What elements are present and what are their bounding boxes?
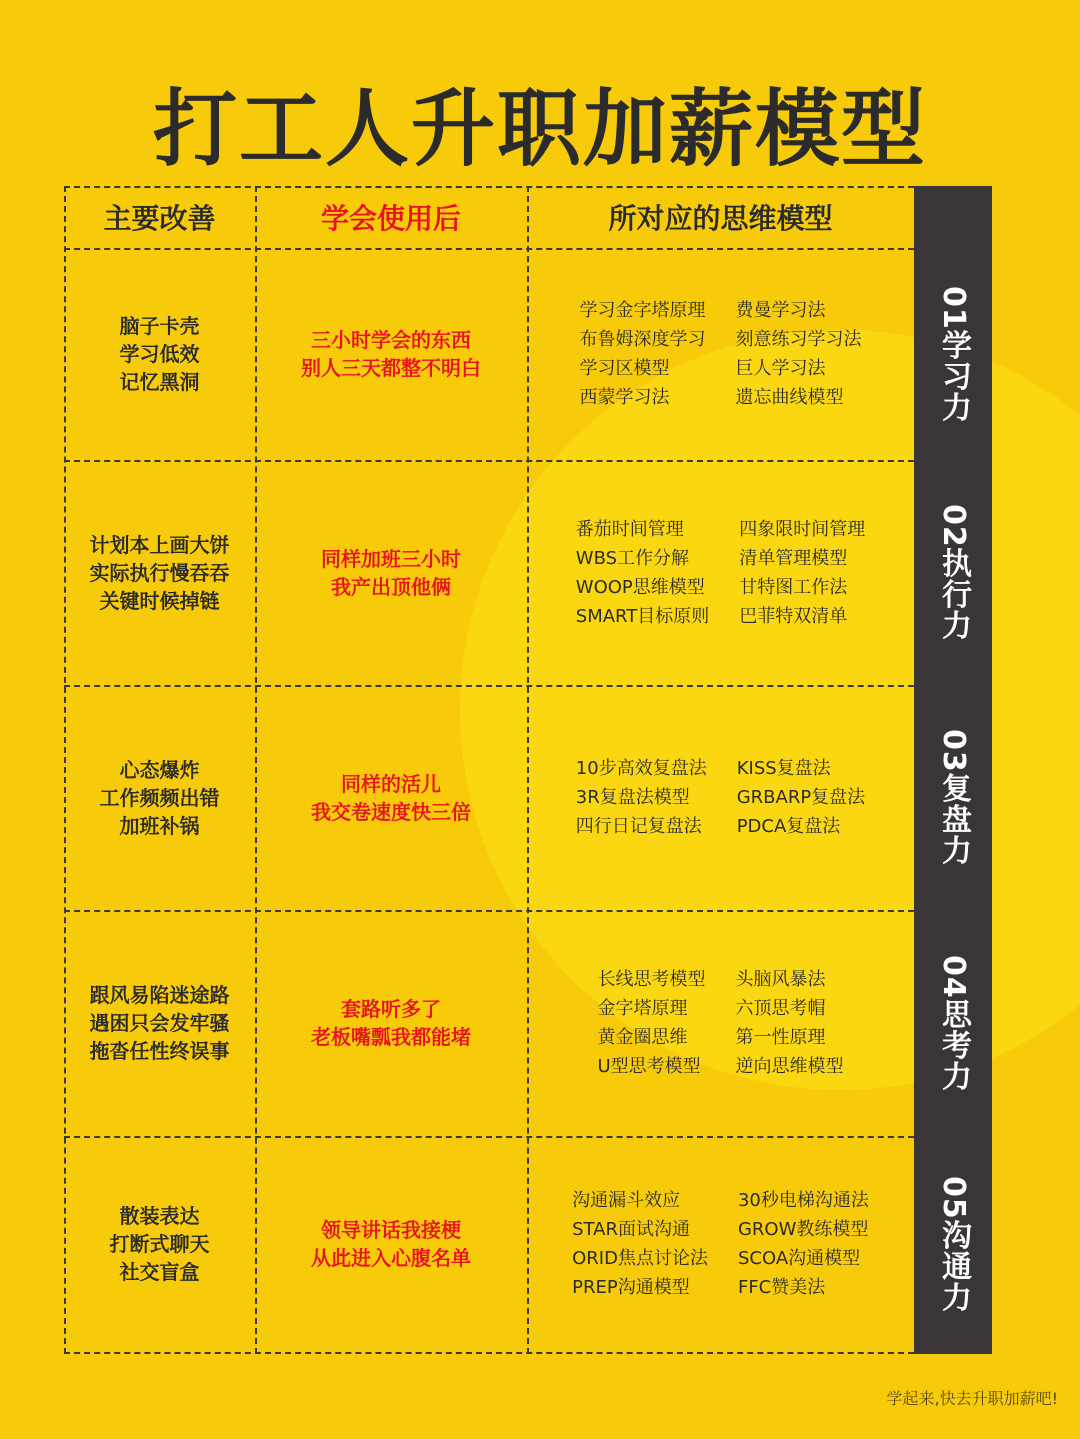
category-label xyxy=(914,910,992,1136)
grid-hline xyxy=(64,186,914,188)
model-item: WBS工作分解 xyxy=(575,547,690,569)
model-item: SCOA沟通模型 xyxy=(737,1248,861,1269)
model-item: 逆向思维模型 xyxy=(735,1056,844,1077)
models-cell xyxy=(527,460,914,685)
improve-cell: 计划本上画大饼 实际执行慢吞吞 关键时候掉链 xyxy=(89,532,230,613)
models-cell xyxy=(527,685,914,910)
model-item: GROW教练模型 xyxy=(737,1219,869,1240)
category-label xyxy=(914,685,992,910)
category-label xyxy=(914,248,992,460)
grid-hline xyxy=(64,1352,914,1354)
model-item: 费曼学习法 xyxy=(735,300,826,321)
model-item: 3R复盘法模型 xyxy=(575,787,690,808)
model-item: PDCA复盘法 xyxy=(736,816,841,837)
model-item: 30秒电梯沟通法 xyxy=(737,1190,869,1211)
header-models: 所对应的思维模型 xyxy=(608,202,833,235)
model-item: 学习区模型 xyxy=(579,358,670,379)
model-item: 金字塔原理 xyxy=(597,998,688,1019)
model-list xyxy=(576,515,865,631)
category-label-text: 05沟通力 xyxy=(936,1175,971,1313)
model-item: 六顶思考帽 xyxy=(735,998,826,1019)
model-item: 刻意练习学习法 xyxy=(735,329,862,350)
model-item: 10步高效复盘法 xyxy=(575,758,707,779)
model-item: 番茄时间管理 xyxy=(575,518,684,540)
model-item: 巨人学习法 xyxy=(735,358,826,379)
improve-cell: 脑子卡壳 学习低效 记忆黑洞 xyxy=(119,314,200,394)
model-item: KISS复盘法 xyxy=(736,758,831,779)
model-item: 黄金圈思维 xyxy=(597,1027,688,1048)
improve-cell: 心态爆炸 工作频频出错 加班补锅 xyxy=(99,757,220,838)
models-cell xyxy=(527,1136,914,1352)
model-item: 四象限时间管理 xyxy=(739,518,866,540)
model-item: 甘特图工作法 xyxy=(739,576,848,598)
header-improve: 主要改善 xyxy=(103,202,216,235)
model-list xyxy=(580,296,862,412)
category-label-text: 01学习力 xyxy=(936,285,971,423)
model-item: GRBARP复盘法 xyxy=(736,787,866,808)
category-label-text: 04思考力 xyxy=(936,954,971,1092)
footer-text: 学起来,快去升职加薪吧! xyxy=(886,1389,1058,1408)
model-item: WOOP思维模型 xyxy=(575,576,705,598)
model-list xyxy=(598,965,844,1081)
model-item: FFC赞美法 xyxy=(737,1277,826,1298)
model-item: U型思考模型 xyxy=(597,1056,701,1077)
improve-cell: 散装表达 打断式聊天 社交盲盒 xyxy=(109,1204,210,1284)
model-item: 四行日记复盘法 xyxy=(575,816,702,837)
models-cell xyxy=(527,910,914,1136)
category-label-text: 03复盘力 xyxy=(936,729,971,866)
category-label xyxy=(914,460,992,685)
after-cell: 三小时学会的东西 别人三天都整不明白 xyxy=(301,328,481,380)
model-item: 学习金字塔原理 xyxy=(579,300,706,321)
category-sidebar xyxy=(914,186,992,1354)
model-item: 遗忘曲线模型 xyxy=(735,387,844,408)
improve-cell: 跟风易陷迷途路 遇困只会发牢骚 拖沓任性终误事 xyxy=(89,983,230,1063)
model-item: SMART目标原则 xyxy=(575,605,710,627)
model-item: 清单管理模型 xyxy=(739,547,848,569)
models-cell xyxy=(527,248,914,460)
model-item: 巴菲特双清单 xyxy=(739,605,848,627)
model-item: STAR面试沟通 xyxy=(572,1219,690,1240)
model-list xyxy=(572,1186,869,1302)
model-item: ORID焦点讨论法 xyxy=(572,1248,708,1269)
after-cell: 领导讲话我接梗 从此进入心腹名单 xyxy=(311,1218,471,1270)
header-after: 学会使用后 xyxy=(320,202,461,235)
after-cell: 同样加班三小时 我产出顶他俩 xyxy=(321,546,461,599)
model-item: 西蒙学习法 xyxy=(579,387,670,408)
model-item: 头脑风暴法 xyxy=(735,969,826,990)
category-label xyxy=(914,1136,992,1352)
model-table xyxy=(64,186,914,1354)
model-item: 第一性原理 xyxy=(735,1027,826,1048)
model-list xyxy=(576,754,865,841)
category-label-text: 02执行力 xyxy=(936,504,971,641)
model-item: 长线思考模型 xyxy=(597,969,706,990)
page-title: 打工人升职加薪模型 xyxy=(152,80,927,178)
after-cell: 同样的活儿 我交卷速度快三倍 xyxy=(311,771,471,824)
model-item: 沟通漏斗效应 xyxy=(572,1190,681,1211)
model-item: PREP沟通模型 xyxy=(572,1277,690,1298)
model-item: 布鲁姆深度学习 xyxy=(579,329,706,350)
after-cell: 套路听多了 老板嘴瓢我都能堵 xyxy=(311,997,471,1049)
